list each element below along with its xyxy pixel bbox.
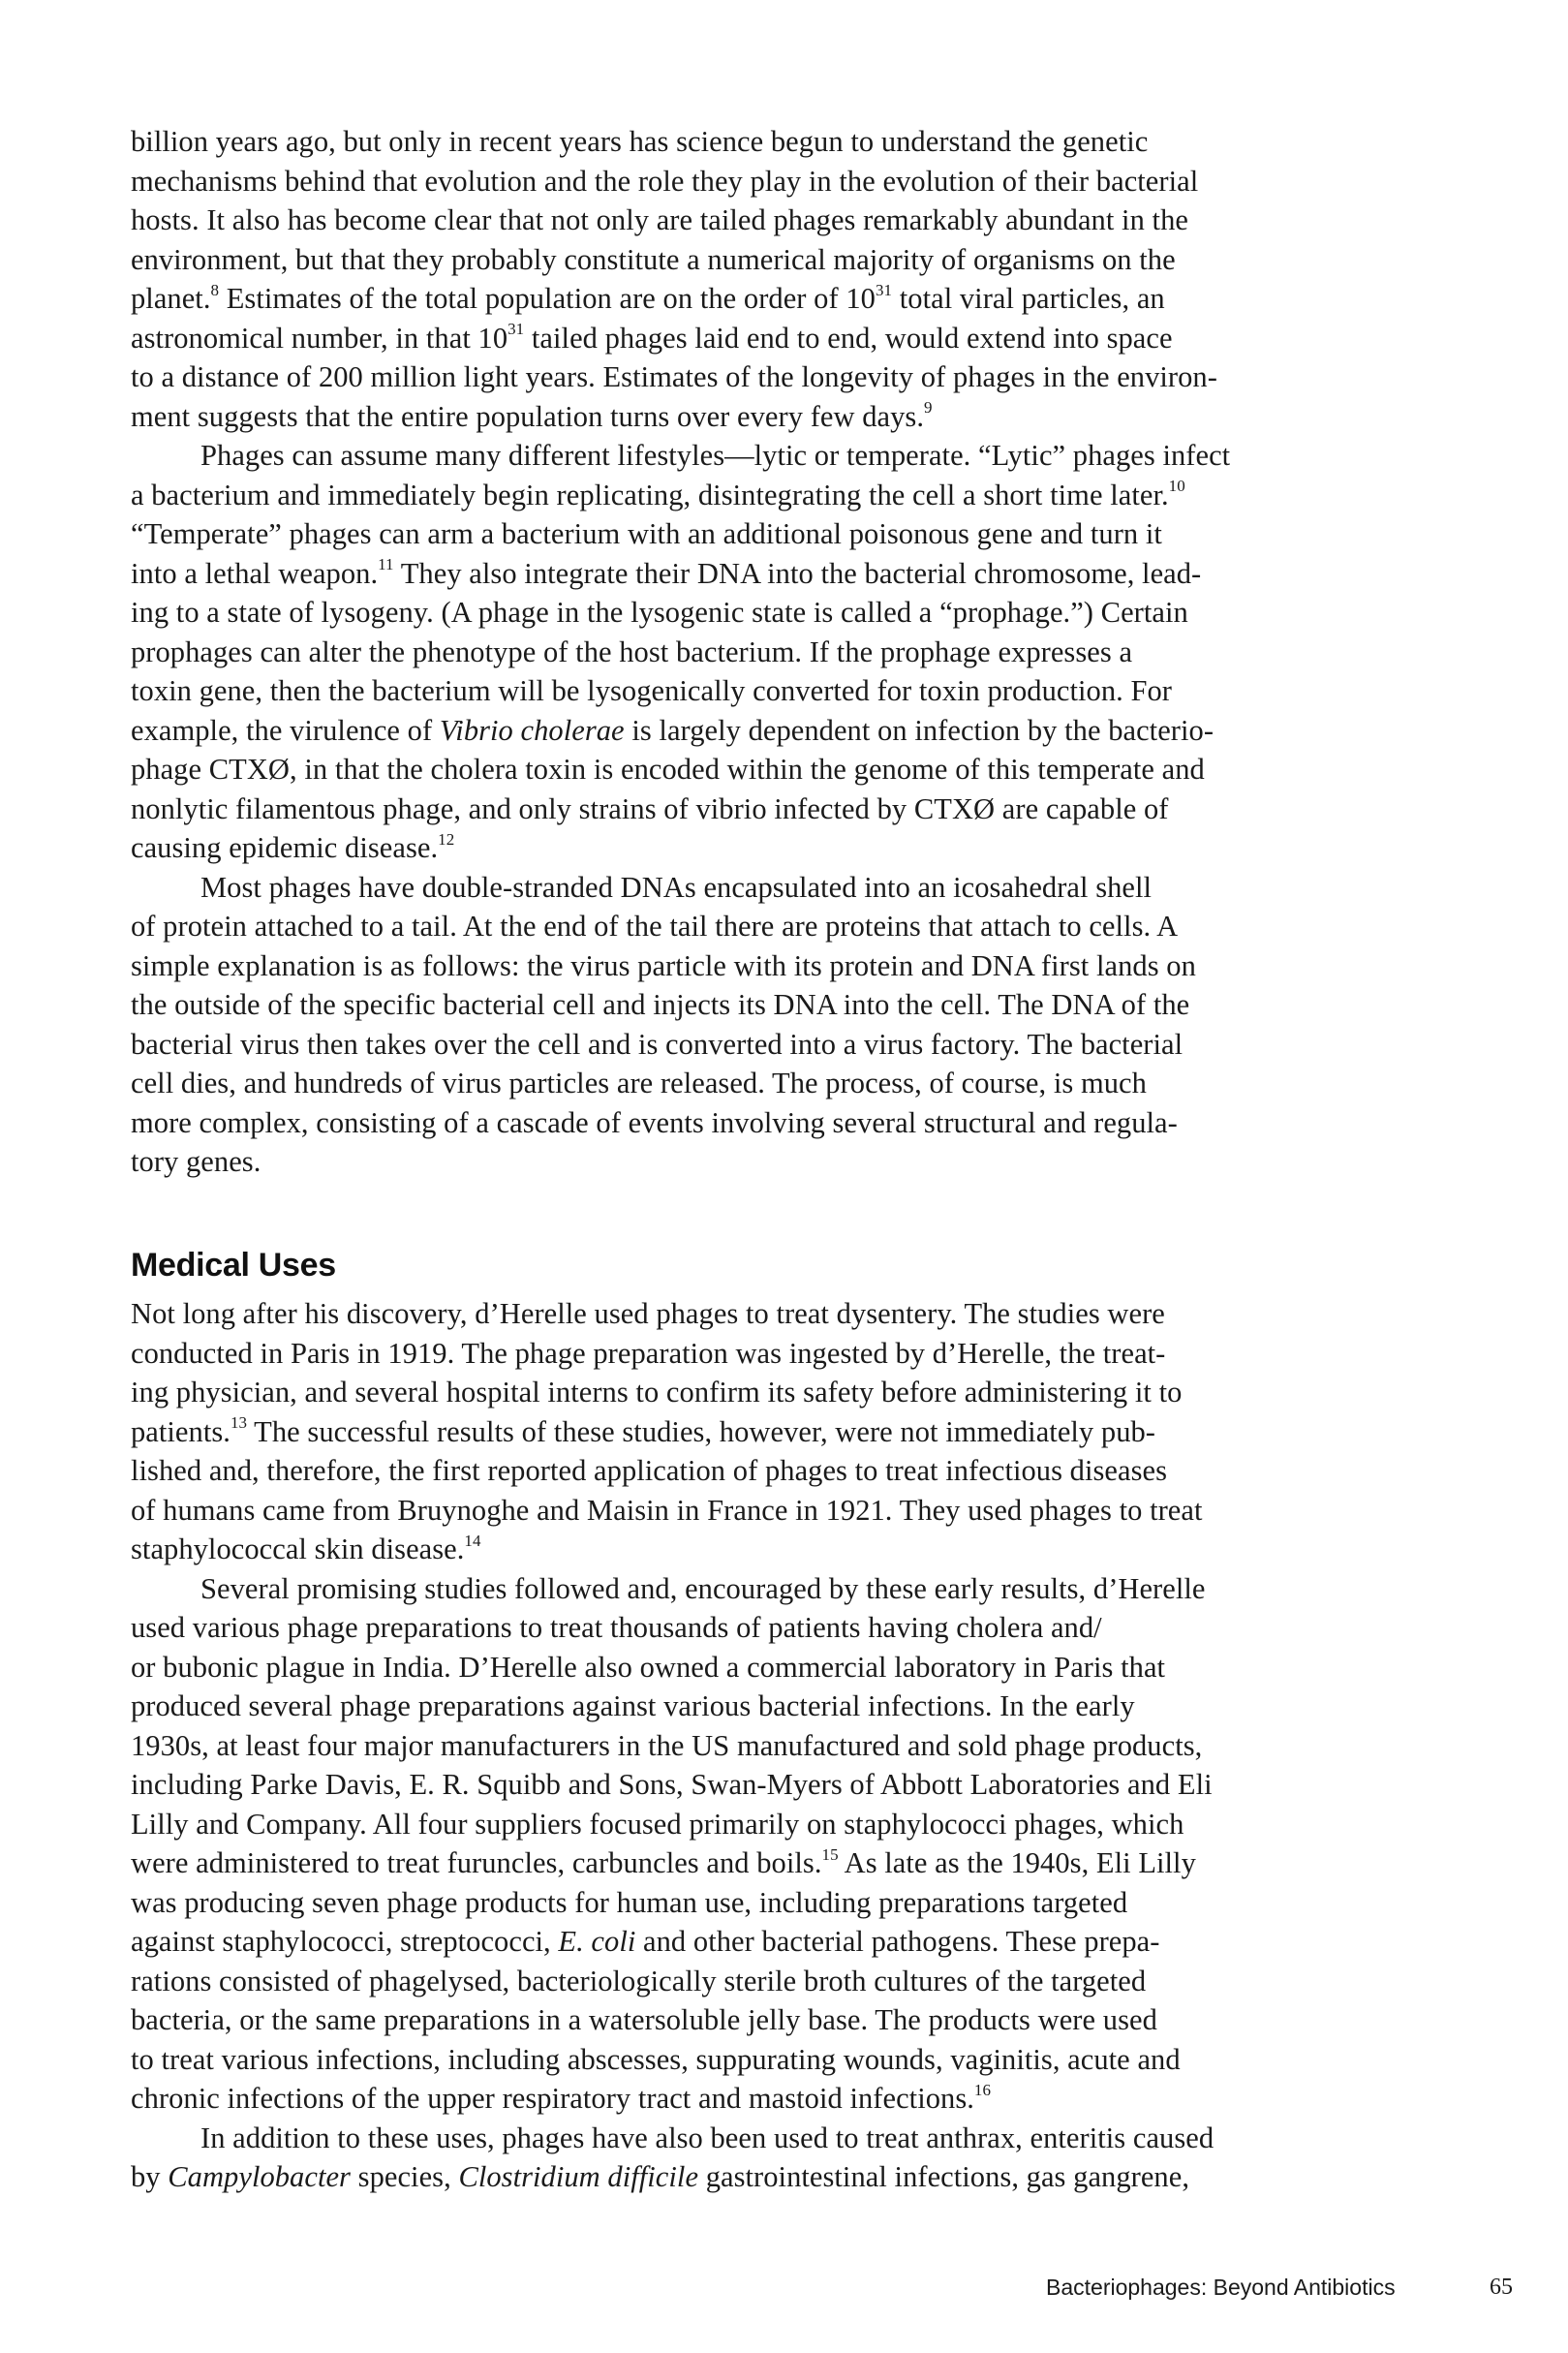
text-line: rations consisted of phagelysed, bacteriologically sterile broth cultures of the targeted: [131, 1964, 1147, 1997]
text-line: In addition to these uses, phages have also been used to treat anthrax, enteritis caused: [200, 2121, 1214, 2154]
text-line: Lilly and Company. All four suppliers focused primarily on staphylococci phages, which: [131, 1807, 1184, 1841]
text-line: lished and, therefore, the first reported application of phages to treat infectious diseases: [131, 1454, 1168, 1487]
italic-term: E. coli: [558, 1925, 636, 1958]
running-title: Bacteriophages: Beyond Antibiotics: [1046, 2275, 1396, 2300]
text-line: more complex, consisting of a cascade of events involving several structural and regula-: [131, 1105, 1178, 1139]
italic-term: Clostridium difficile: [458, 2160, 699, 2193]
text-line: by Campylobacter species, Clostridium difficile gastrointestinal infections, gas gangrene,: [131, 2160, 1189, 2193]
footnote-reference: 8: [210, 280, 220, 299]
section-heading-medical-uses: Medical Uses: [131, 1247, 336, 1284]
text-line: against staphylococci, streptococci, E. coli and other bacterial pathogens. These prepa-: [131, 1925, 1160, 1958]
text-line: to treat various infections, including abscesses, suppurating wounds, vaginitis, acute and: [131, 2042, 1181, 2076]
text-line: Most phages have double-stranded DNAs encapsulated into an icosahedral shell: [200, 870, 1153, 904]
text-line: produced several phage preparations against various bacterial infections. In the early: [131, 1689, 1135, 1722]
footnote-reference: 12: [438, 829, 455, 849]
body-section-intro: [131, 122, 1448, 1182]
text-line: Several promising studies followed and, encouraged by these early results, d’Herelle: [200, 1571, 1206, 1605]
text-line: conducted in Paris in 1919. The phage preparation was ingested by d’Herelle, the treat-: [131, 1336, 1166, 1370]
text-line: of humans came from Bruynoghe and Maisin in France in 1921. They used phages to treat: [131, 1493, 1203, 1527]
text-line: phage CTXØ, in that the cholera toxin is encoded within the genome of this temperate and: [131, 753, 1205, 786]
paragraph: [131, 122, 1448, 436]
text-line: into a lethal weapon.$^{11}$ They also integrate their DNA into the bacterial chromosome, lead-: [131, 555, 1202, 590]
body-section-medical-uses: [131, 1294, 1448, 2197]
text-line: example, the virulence of Vibrio cholerae is largely dependent on infection by the bacterio-: [131, 713, 1214, 747]
paragraph: [131, 1294, 1448, 1569]
text-line: the outside of the specific bacterial cell and injects its DNA into the cell. The DNA of the: [131, 988, 1190, 1021]
text-line: or bubonic plague in India. D’Herelle also owned a commercial laboratory in Paris that: [131, 1650, 1166, 1684]
italic-term: Campylobacter: [168, 2160, 351, 2193]
paragraph: [131, 2119, 1448, 2197]
text-line: chronic infections of the upper respiratory tract and mastoid infections.$^{16}$: [131, 2080, 992, 2115]
text-line: Not long after his discovery, d’Herelle used phages to treat dysentery. The studies were: [131, 1297, 1165, 1330]
text-line: were administered to treat furuncles, carbuncles and boils.$^{15}$ As late as the 1940s, Eli Lilly: [131, 1844, 1196, 1879]
footnote-reference: 16: [973, 2080, 992, 2099]
text-line: tory genes.: [131, 1145, 261, 1178]
paragraph: [131, 436, 1448, 868]
text-line: cell dies, and hundreds of virus particles are released. The process, of course, is much: [131, 1067, 1147, 1099]
footnote-reference: 31: [507, 320, 525, 339]
paragraph: [131, 868, 1448, 1182]
paragraph: [131, 1569, 1448, 2119]
footnote-reference: 31: [875, 280, 893, 299]
footnote-reference: 14: [464, 1531, 481, 1550]
text-line: bacteria, or the same preparations in a watersoluble jelly base. The products were used: [131, 2003, 1157, 2036]
text-line: of protein attached to a tail. At the end of the tail there are proteins that attach to cells. A: [131, 910, 1179, 943]
page-footer: [0, 2273, 1568, 2304]
text-line: staphylococcal skin disease.$^{14}$: [131, 1531, 481, 1565]
text-line: hosts. It also has become clear that not only are tailed phages remarkably abundant in the: [131, 203, 1188, 236]
text-line: astronomical number, in that $10^{31}$ tailed phages laid end to end, would extend into space: [131, 320, 1173, 355]
text-line: ing to a state of lysogeny. (A phage in the lysogenic state is called a “prophage.”) Certain: [131, 596, 1188, 629]
text-line: environment, but that they probably constitute a numerical majority of organisms on the: [131, 242, 1176, 276]
text-line: was producing seven phage products for human use, including preparations targeted: [131, 1885, 1128, 1919]
footnote-reference: 9: [924, 398, 933, 418]
footnote-reference: 11: [378, 555, 394, 574]
text-line: Phages can assume many different lifestyles—lytic or temperate. “Lytic” phages infect: [200, 439, 1231, 472]
text-line: prophages can alter the phenotype of the host bacterium. If the prophage expresses a: [131, 635, 1133, 668]
text-line: ing physician, and several hospital interns to confirm its safety before administering it to: [131, 1376, 1183, 1409]
text-line: toxin gene, then the bacterium will be lysogenically converted for toxin production. For: [131, 674, 1173, 707]
text-line: nonlytic filamentous phage, and only strains of vibrio infected by CTXØ are capable of: [131, 791, 1169, 825]
text-line: “Temperate” phages can arm a bacterium with an additional poisonous gene and turn it: [131, 517, 1162, 550]
page-number: 65: [1490, 2275, 1513, 2300]
text-line: bacterial virus then takes over the cell and is converted into a virus factory. The bacterial: [131, 1027, 1184, 1061]
text-line: planet.$^8$ Estimates of the total population are on the order of $10^{31}$ total viral particles, an: [131, 280, 1165, 315]
footnote-reference: 10: [1168, 477, 1185, 496]
text-line: simple explanation is as follows: the virus particle with its protein and DNA first lands on: [131, 948, 1196, 982]
text-line: 1930s, at least four major manufacturers in the US manufactured and sold phage products,: [131, 1728, 1203, 1762]
text-line: ment suggests that the entire population turns over every few days.$^9$: [131, 398, 933, 433]
italic-term: Vibrio cholerae: [439, 713, 625, 747]
text-line: patients.$^{13}$ The successful results of these studies, however, were not immediately pub-: [131, 1413, 1156, 1448]
text-line: used various phage preparations to treat thousands of patients having cholera and/: [131, 1611, 1102, 1644]
text-line: causing epidemic disease.$^{12}$: [131, 829, 455, 864]
text-line: mechanisms behind that evolution and the role they play in the evolution of their bacterial: [131, 164, 1199, 198]
footnote-reference: 15: [821, 1844, 839, 1864]
text-line: a bacterium and immediately begin replicating, disintegrating the cell a short time later.$^{10}$: [131, 477, 1185, 511]
footnote-reference: 13: [230, 1413, 248, 1433]
text-line: to a distance of 200 million light years. Estimates of the longevity of phages in the environ-: [131, 360, 1217, 393]
text-line: including Parke Davis, E. R. Squibb and Sons, Swan-Myers of Abbott Laboratories and Eli: [131, 1768, 1213, 1801]
text-line: billion years ago, but only in recent years has science begun to understand the genetic: [131, 125, 1149, 158]
